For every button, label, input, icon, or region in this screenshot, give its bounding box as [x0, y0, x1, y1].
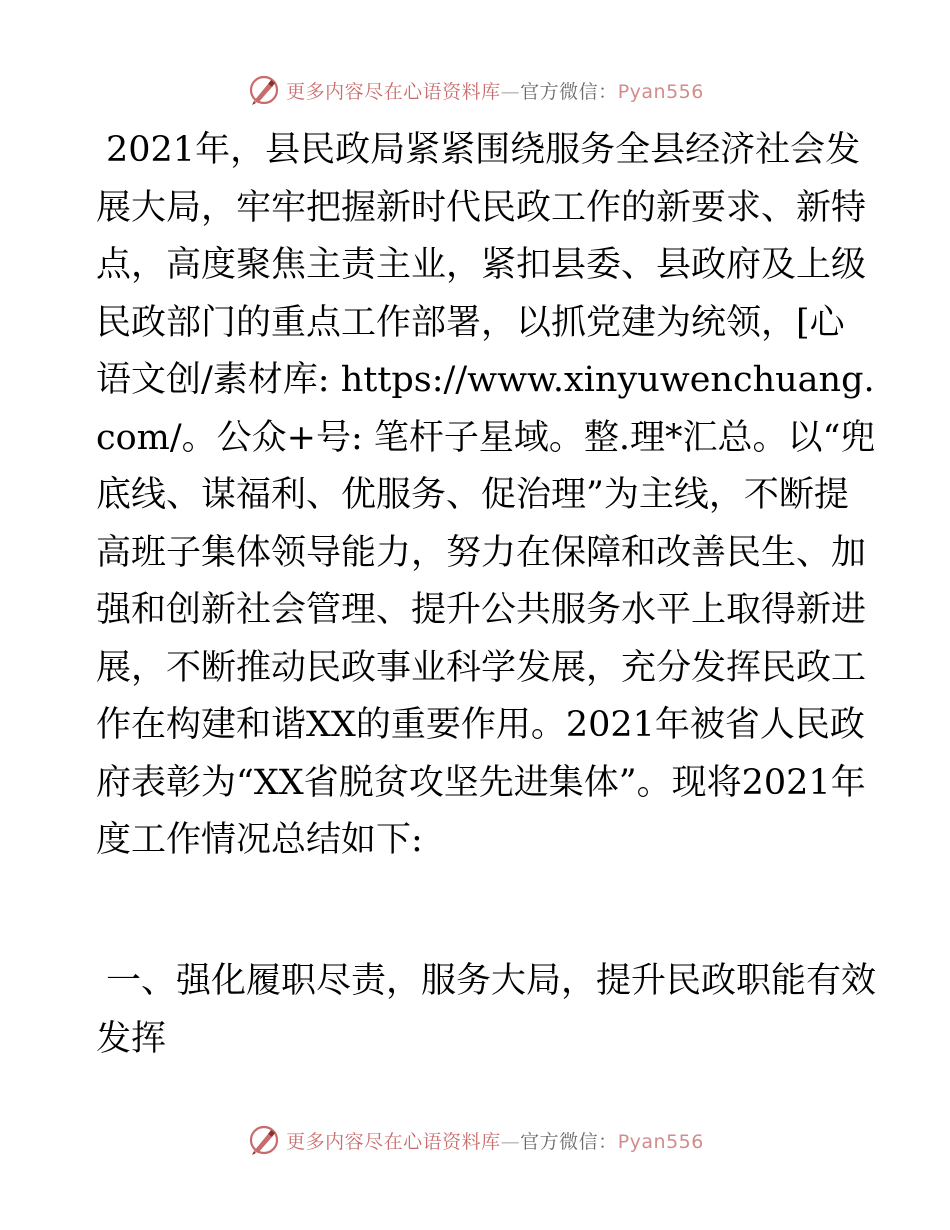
section-heading-1: 一、强化履职尽责，服务大局，提升民政职能有效发挥 — [96, 961, 877, 1059]
header-watermark — [0, 70, 950, 110]
watermark-dash: — — [500, 1130, 521, 1153]
pen-logo-icon — [246, 1122, 282, 1158]
watermark-account-label: 官方微信： — [520, 80, 618, 103]
watermark-account-label: 官方微信： — [520, 1130, 618, 1153]
document-body — [96, 122, 876, 870]
watermark-account-id: Pyan556 — [617, 1130, 704, 1153]
watermark-text — [286, 77, 704, 104]
paragraph-intro: 2021年，县民政局紧紧围绕服务全县经济社会发展大局，牢牢把握新时代民政工作的新要求、新特点，高度聚焦主责主业，紧扣县委、县政府及上级民政部门的重点工作部署，以抓党建为统领，[心语文创/素材库: https://www.xinyuwenchuang.com/。公众+号: 笔杆子星域。整.理*汇总。以“兜底线、谋福利、优服务、促治理”为主线，不断提高班子集体领导能力，努力在保障和改善民生、加强和创新社会管理、提升公共服务水平上取得新进展，不断推动民政事业科学发展，充分发挥民政工作在构建和谐XX的重要作用。2021年被省人民政府表彰为“XX省脱贫攻坚先进集体”。现将2021年度工作情况总结如下: — [96, 130, 876, 860]
watermark-text — [286, 1127, 704, 1154]
watermark-account-id: Pyan556 — [617, 80, 704, 103]
watermark-brand: 更多内容尽在心语资料库 — [286, 80, 501, 103]
watermark-brand: 更多内容尽在心语资料库 — [286, 1130, 501, 1153]
pen-logo-icon — [246, 72, 282, 108]
footer-watermark — [0, 1120, 950, 1160]
watermark-dash: — — [500, 80, 521, 103]
